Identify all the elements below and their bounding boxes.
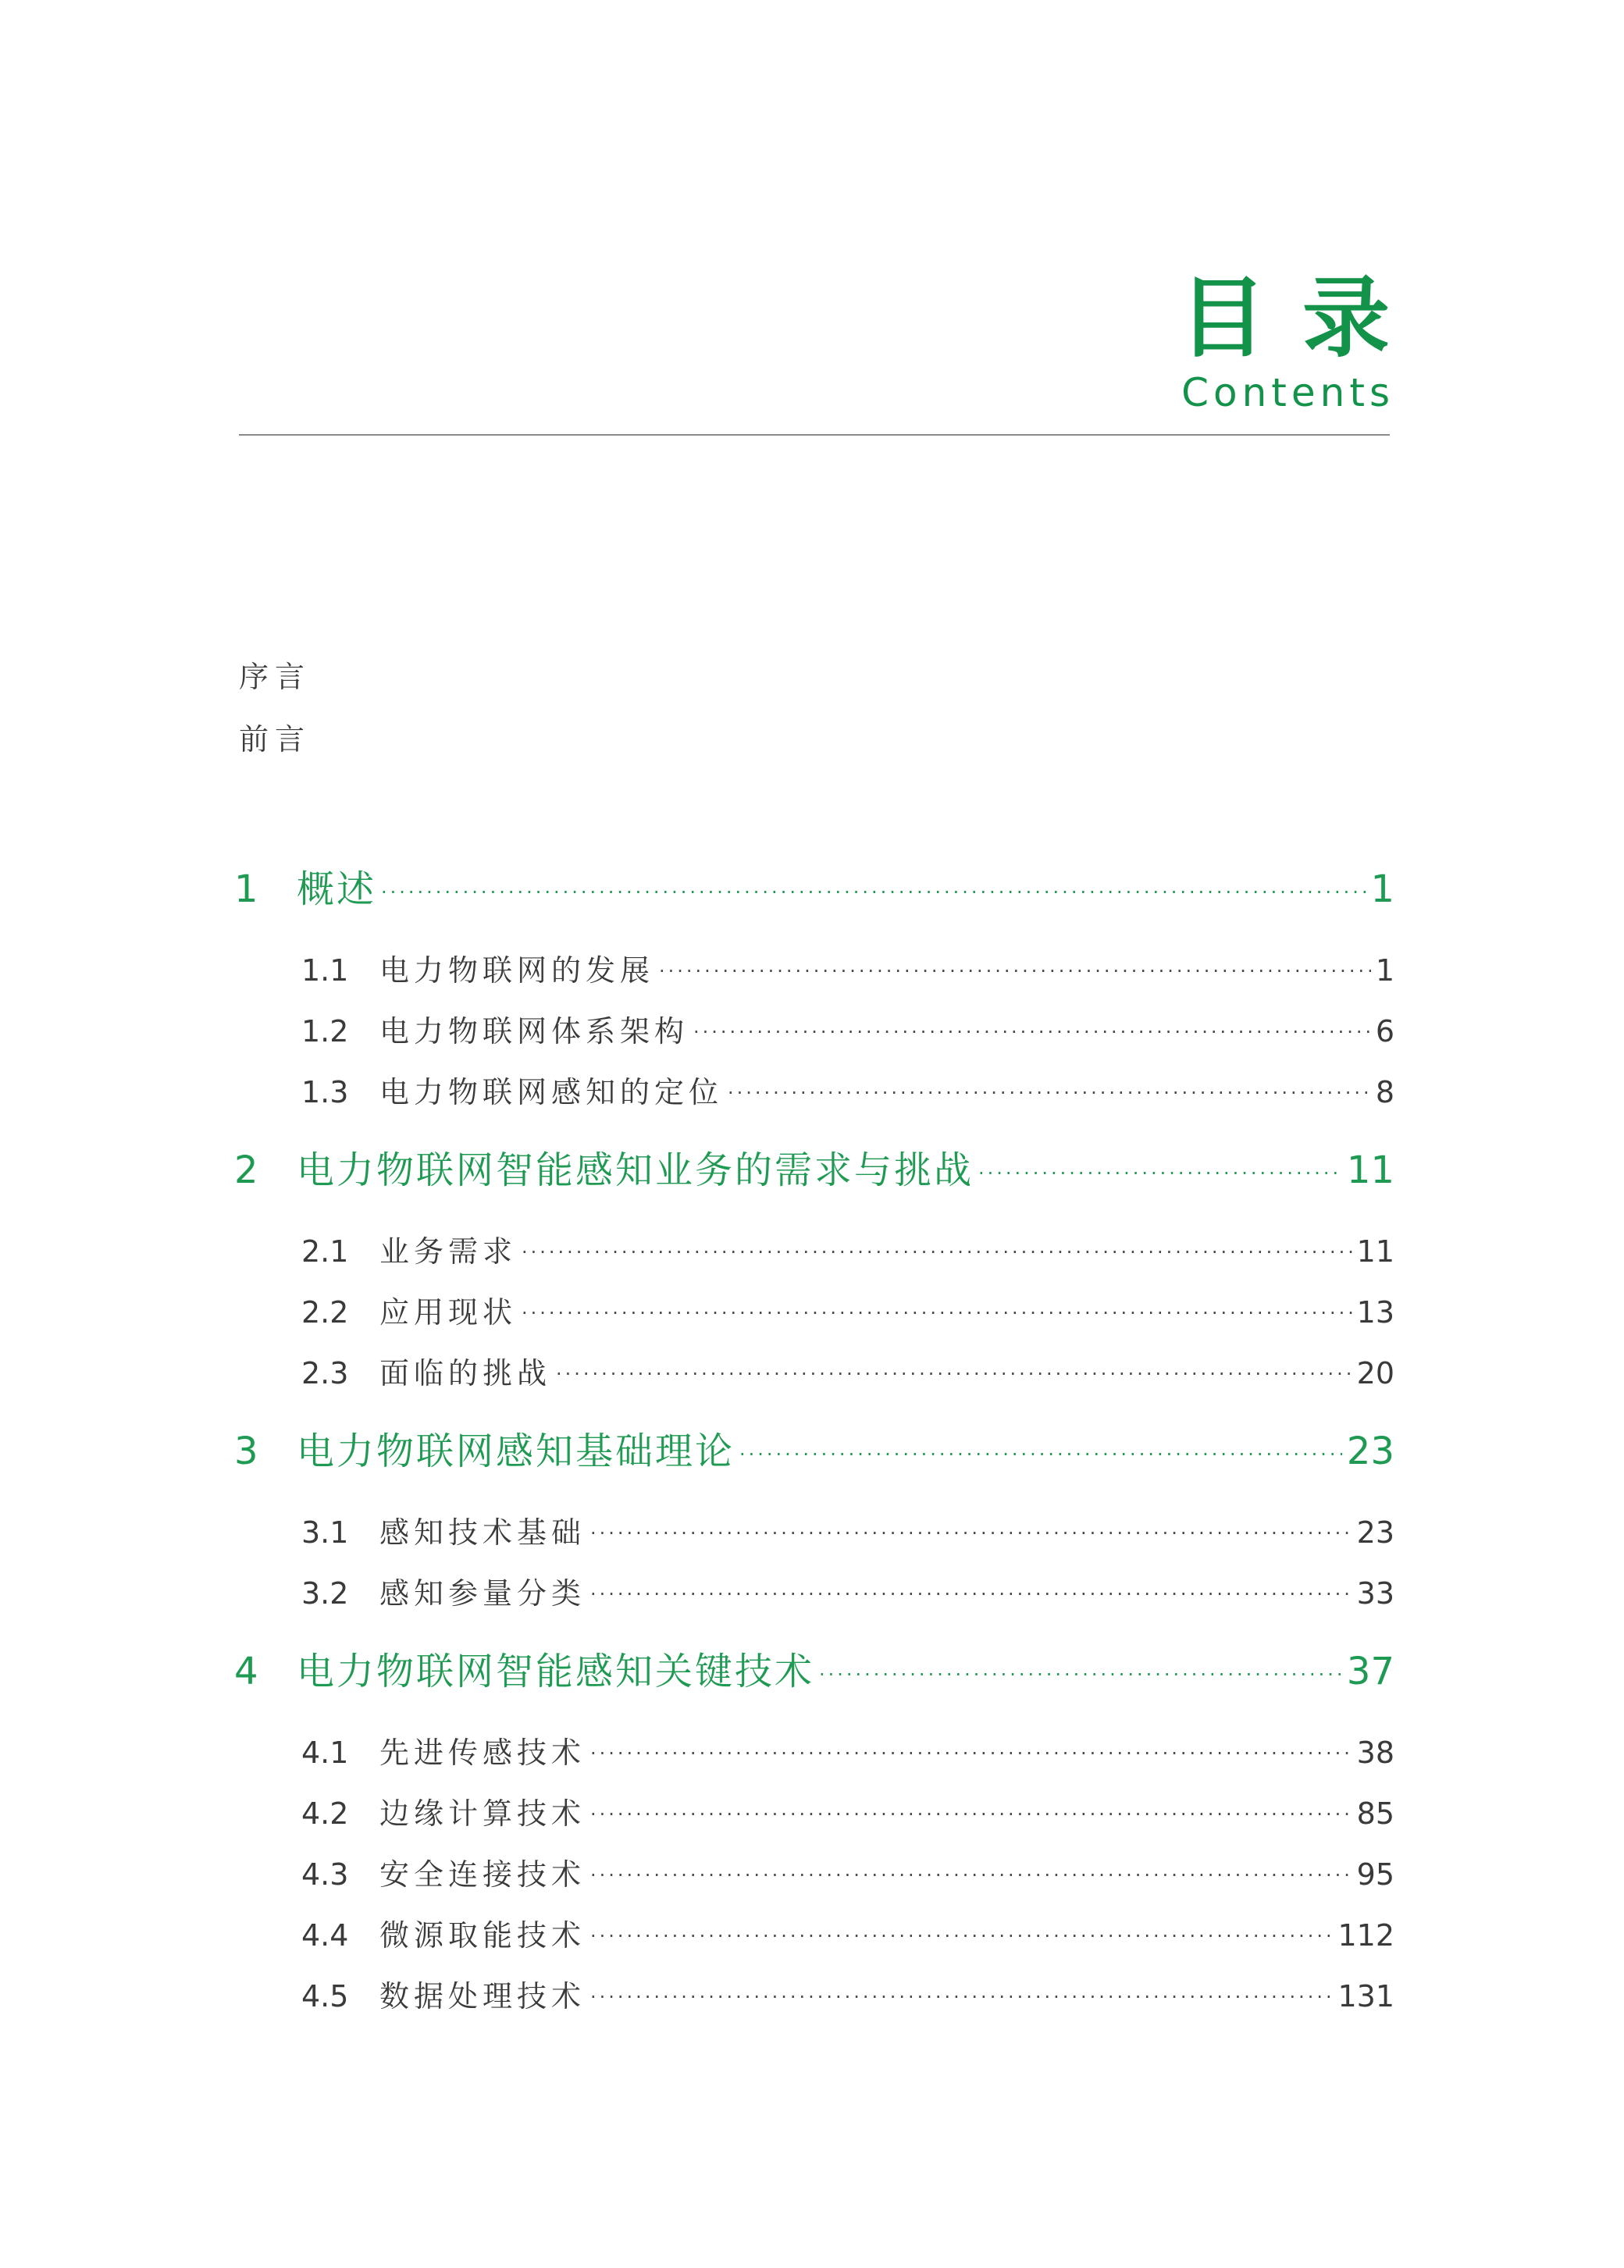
toc-page-number: 38: [1356, 1736, 1394, 1770]
contents-subtitle: Contents: [1181, 370, 1394, 415]
toc-number: 4: [234, 1650, 258, 1693]
toc-section-4-4[interactable]: [231, 1911, 1394, 1953]
front-matter-foreword[interactable]: 前言: [239, 722, 312, 757]
toc-page-number: 23: [1356, 1515, 1394, 1550]
toc-chapter-1[interactable]: [231, 859, 1394, 909]
toc-page-number: 8: [1375, 1075, 1394, 1109]
toc-section-2-1[interactable]: [231, 1227, 1394, 1269]
toc-section-4-3[interactable]: [231, 1850, 1394, 1892]
toc-number: 1.1: [301, 953, 349, 988]
front-matter-preface[interactable]: 序言: [239, 660, 312, 694]
toc-page-number: 6: [1375, 1014, 1394, 1049]
dot-leader: [659, 960, 1371, 982]
toc-section-3-2[interactable]: [231, 1569, 1394, 1611]
toc-number: 4.4: [301, 1918, 349, 1953]
toc-label: 数据处理技术: [379, 1979, 586, 2013]
toc-label: 应用现状: [379, 1295, 518, 1330]
toc-section-1-1[interactable]: [231, 946, 1394, 988]
toc-page-number: 85: [1356, 1796, 1394, 1831]
toc-label: 电力物联网感知基础理论: [297, 1430, 735, 1473]
dot-leader: [739, 1444, 1342, 1465]
toc-page-number: 95: [1356, 1857, 1394, 1892]
toc-label: 电力物联网智能感知业务的需求与挑战: [297, 1148, 974, 1192]
toc-number: 3: [234, 1430, 258, 1473]
toc-label: 感知技术基础: [379, 1515, 586, 1550]
toc-label: 安全连接技术: [379, 1857, 586, 1892]
toc-chapter-2[interactable]: [231, 1140, 1394, 1190]
toc-page-number: 1: [1375, 953, 1394, 988]
dot-leader: [590, 1583, 1352, 1605]
toc-number: 1: [234, 867, 258, 911]
header-divider: [239, 434, 1390, 436]
toc-page-number: 112: [1337, 1918, 1394, 1953]
toc-number: 2: [234, 1148, 258, 1192]
toc-number: 4.3: [301, 1857, 349, 1892]
toc-label: 电力物联网的发展: [379, 953, 655, 988]
toc-number: 2.1: [301, 1234, 349, 1269]
toc-section-2-3[interactable]: [231, 1349, 1394, 1391]
toc-section-4-2[interactable]: [231, 1789, 1394, 1832]
toc-number: 2.3: [301, 1356, 349, 1390]
toc-page-number: 11: [1356, 1234, 1394, 1269]
dot-leader: [728, 1082, 1371, 1104]
toc-label: 感知参量分类: [379, 1576, 586, 1611]
toc-label: 微源取能技术: [379, 1918, 586, 1953]
toc-number: 4.2: [301, 1796, 349, 1831]
dot-leader: [978, 1162, 1342, 1184]
toc-label: 电力物联网感知的定位: [379, 1075, 724, 1109]
dot-leader: [522, 1241, 1352, 1263]
toc-page-number: 37: [1346, 1650, 1394, 1693]
dot-leader: [590, 1743, 1352, 1764]
dot-leader: [693, 1021, 1371, 1043]
toc-label: 面临的挑战: [379, 1356, 552, 1390]
toc-page-number: 13: [1356, 1295, 1394, 1330]
toc-number: 1.2: [301, 1014, 349, 1049]
toc-page-number: 33: [1356, 1576, 1394, 1611]
toc-number: 2.2: [301, 1295, 349, 1330]
toc-section-3-1[interactable]: [231, 1508, 1394, 1551]
toc-page-number: 131: [1337, 1979, 1394, 2013]
toc-number: 4.1: [301, 1736, 349, 1770]
toc-page-number: 1: [1370, 867, 1394, 911]
dot-leader: [590, 1986, 1333, 2008]
contents-title: 目录: [1179, 268, 1426, 369]
toc-number: 3.1: [301, 1515, 349, 1550]
toc-chapter-4[interactable]: [231, 1641, 1394, 1691]
toc-page-number: 11: [1346, 1148, 1394, 1192]
toc-section-4-5[interactable]: [231, 1972, 1394, 2014]
dot-leader: [522, 1302, 1352, 1324]
toc-section-1-2[interactable]: [231, 1007, 1394, 1049]
toc-number: 4.5: [301, 1979, 349, 2013]
toc-label: 边缘计算技术: [379, 1796, 586, 1831]
toc-section-2-2[interactable]: [231, 1288, 1394, 1330]
toc-number: 3.2: [301, 1576, 349, 1611]
toc-section-1-3[interactable]: [231, 1068, 1394, 1110]
toc-chapter-3[interactable]: [231, 1421, 1394, 1471]
toc-page-number: 23: [1346, 1430, 1394, 1473]
dot-leader: [590, 1522, 1352, 1544]
toc-label: 电力物联网体系架构: [379, 1014, 689, 1049]
dot-leader: [590, 1925, 1333, 1947]
dot-leader: [819, 1664, 1342, 1686]
toc-label: 先进传感技术: [379, 1736, 586, 1770]
toc-number: 1.3: [301, 1075, 349, 1109]
toc-label: 概述: [297, 867, 377, 911]
toc-label: 业务需求: [379, 1234, 518, 1269]
dot-leader: [590, 1803, 1352, 1825]
toc-label: 电力物联网智能感知关键技术: [297, 1650, 815, 1693]
toc-section-4-1[interactable]: [231, 1729, 1394, 1771]
dot-leader: [590, 1864, 1352, 1886]
toc-page-number: 20: [1356, 1356, 1394, 1390]
dot-leader: [556, 1363, 1352, 1385]
dot-leader: [381, 881, 1366, 903]
